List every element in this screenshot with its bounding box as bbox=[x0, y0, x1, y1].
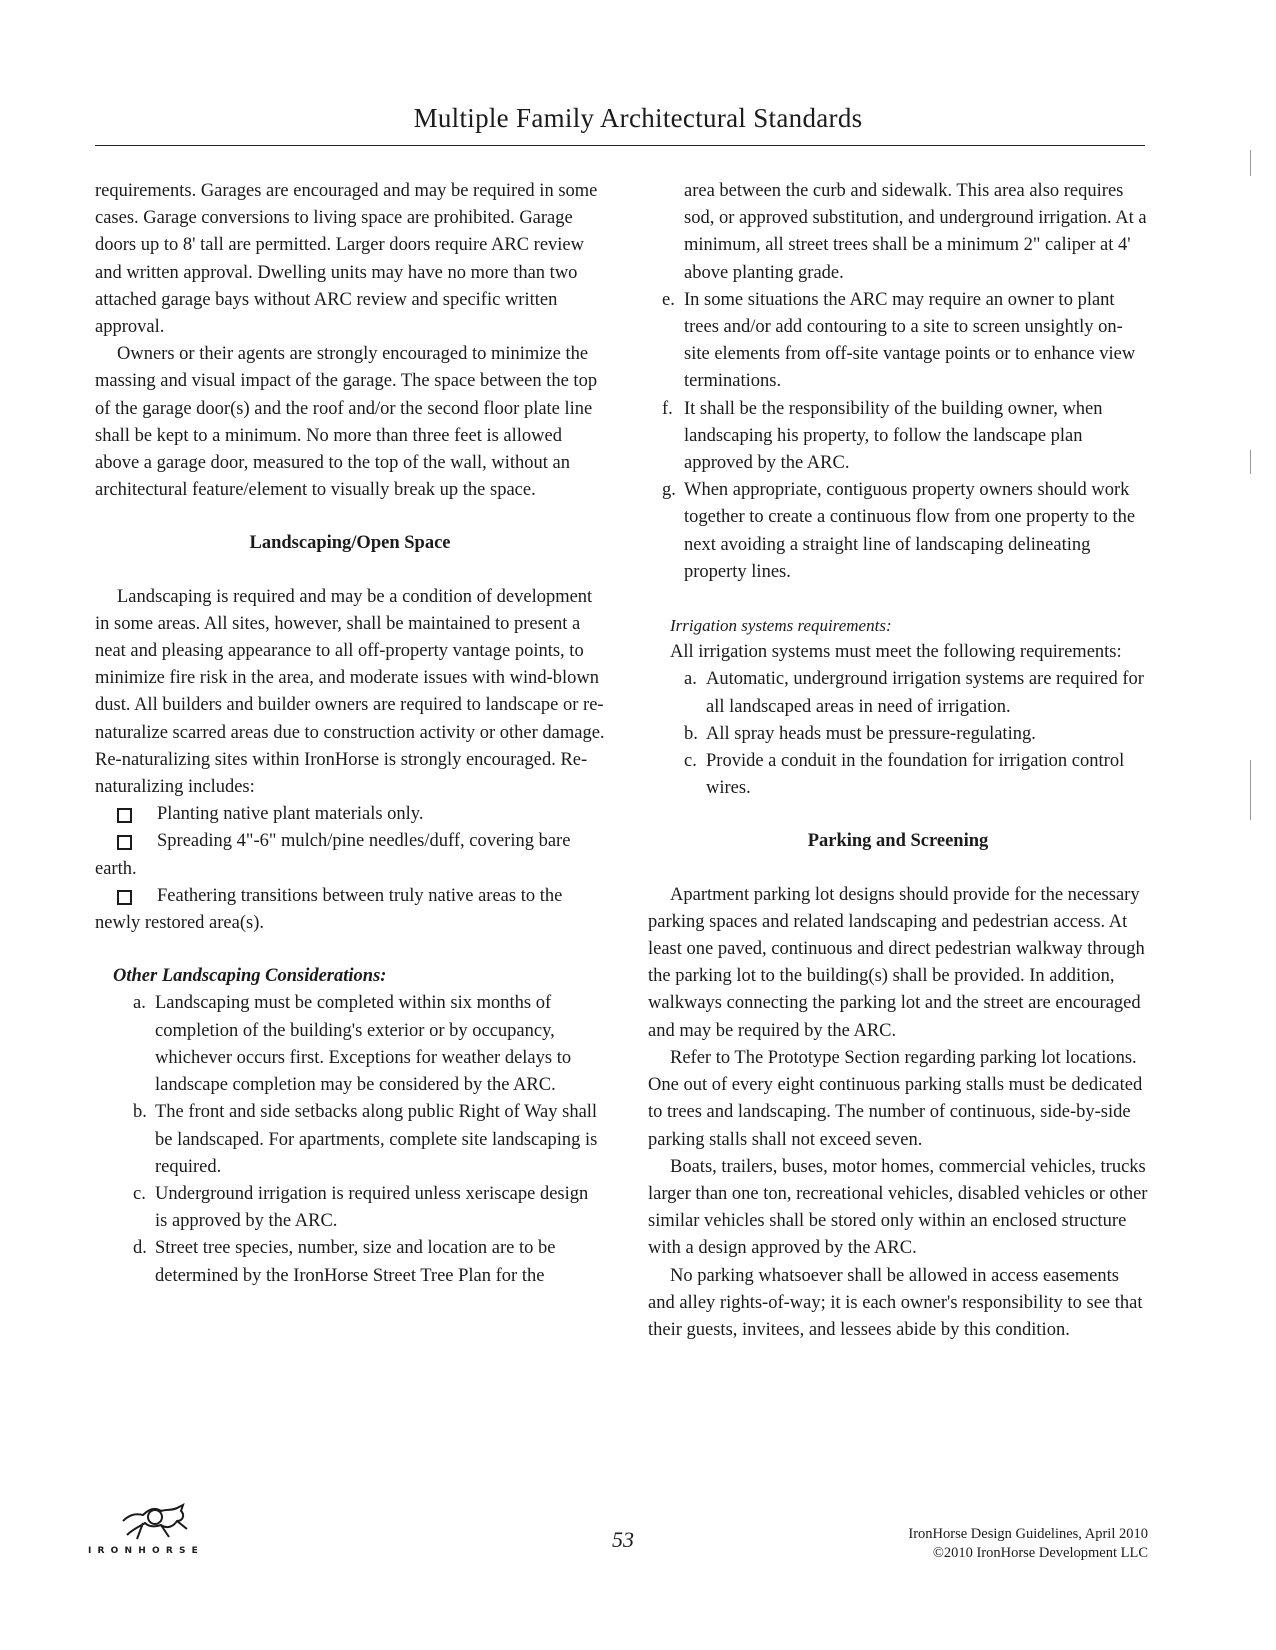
footer-line-2: ©2010 IronHorse Development LLC bbox=[932, 1545, 1148, 1561]
checkbox-icon bbox=[117, 835, 132, 850]
list-item: b. All spray heads must be pressure-regulating. bbox=[684, 723, 1036, 744]
list-item: g. When appropriate, contiguous property owners should work together to create a continuous flow from one property to the next avoiding a straight line of landscaping delineating property lines. bbox=[662, 480, 1136, 582]
footer-line-1: IronHorse Design Guidelines, April 2010 bbox=[908, 1526, 1148, 1542]
right-column bbox=[648, 178, 1148, 1344]
checklist-item: Planting native plant materials only. bbox=[95, 801, 605, 828]
list-item: c. Provide a conduit in the foundation for irrigation control wires. bbox=[684, 751, 1125, 799]
landscaping-list-continued bbox=[648, 287, 1148, 586]
checklist-item: Feathering transitions between truly native areas to the newly restored area(s). bbox=[95, 885, 563, 934]
street-tree-continued: area between the curb and sidewalk. This area also requires sod, or approved substitution, and underground irrigation. At a minimum, all street trees shall be a minimum 2" caliper at 4' above planting grade. bbox=[684, 181, 1147, 283]
list-item: d. Street tree species, number, size and location are to be determined by the IronHorse Street Tree Plan for the bbox=[133, 1238, 556, 1286]
other-considerations-list bbox=[95, 990, 605, 1289]
list-item: a. Landscaping must be completed within six months of completion of the building's exterior or by occupancy, whichever occurs first. Exceptions for weather delays to landscape completion may be considered by the ARC. bbox=[133, 993, 572, 1096]
garage-paragraph: requirements. Garages are encouraged and may be required in some cases. Garage conversions to living space are prohibited. Garage doors up to 8' tall are permitted. Larger doors require ARC review and written approval. Dwelling units may have no more than two attached garage bays without ARC review and specific written approval. bbox=[95, 181, 598, 338]
list-item: c. Underground irrigation is required unless xeriscape design is approved by the ARC. bbox=[133, 1183, 589, 1232]
ironhorse-logo-icon bbox=[115, 1495, 195, 1548]
renaturalizing-checklist bbox=[95, 801, 605, 937]
footer-credits bbox=[908, 1525, 1148, 1563]
parking-paragraph-4: No parking whatsoever shall be allowed in access easements and alley rights-of-way; it is each owner's responsibility to see that their guests, invitees, and lessees abide by this condition. bbox=[648, 1265, 1143, 1340]
parking-paragraph-2: Refer to The Prototype Section regarding parking lot locations. One out of every eight continuous parking stalls must be dedicated to trees and landscaping. The number of continuous, side-by-side parking stalls shall not exceed seven. bbox=[648, 1047, 1143, 1150]
irrigation-heading: Irrigation systems requirements: bbox=[670, 616, 892, 636]
scan-mark bbox=[1250, 760, 1251, 820]
checklist-item: Spreading 4"-6" mulch/pine needles/duff, covering bare earth. bbox=[95, 831, 571, 879]
parking-paragraph-1: Apartment parking lot designs should provide for the necessary parking spaces and related landscaping and pedestrian access. At least one paved, continuous and direct pedestrian walkway through the parking lot to the building(s) shall be provided. In addition, walkways connecting the parking lot and the street are encouraged and may be required by the ARC. bbox=[648, 884, 1145, 1041]
list-item: e. In some situations the ARC may require an owner to plant trees and/or add contouring to a site to screen unsightly on-site elements from off-site vantage points or to enhance view terminations. bbox=[662, 289, 1136, 392]
garage-massing-paragraph: Owners or their agents are strongly encouraged to minimize the massing and visual impact of the garage. The space between the top of the garage door(s) and the roof and/or the second floor plate line shall be kept to a minimum. No more than three feet is allowed above a garage door, measured to the top of the wall, without an architectural feature/element to visually break up the space. bbox=[95, 344, 598, 501]
parking-heading: Parking and Screening bbox=[807, 831, 989, 852]
logo-wordmark: IRONHORSE bbox=[88, 1546, 205, 1556]
header-rule bbox=[95, 145, 1145, 146]
page-number: 53 bbox=[612, 1527, 634, 1552]
irrigation-intro: All irrigation systems must meet the following requirements: bbox=[670, 642, 1122, 663]
irrigation-list bbox=[648, 666, 1148, 802]
left-column bbox=[95, 178, 605, 1290]
parking-paragraph-3: Boats, trailers, buses, motor homes, commercial vehicles, trucks larger than one ton, recreational vehicles, disabled vehicles or other similar vehicles shall be stored only within an enclosed structure with a design approved by the ARC. bbox=[648, 1156, 1148, 1259]
page-title: Multiple Family Architectural Standards bbox=[413, 103, 863, 133]
list-item: a. Automatic, underground irrigation systems are required for all landscaped areas in need of irrigation. bbox=[684, 669, 1144, 717]
checkbox-icon bbox=[117, 890, 132, 905]
other-considerations-heading: Other Landscaping Considerations: bbox=[113, 966, 387, 987]
checkbox-icon bbox=[117, 808, 132, 823]
list-item: b. The front and side setbacks along public Right of Way shall be landscaped. For apartments, complete site landscaping is required. bbox=[133, 1102, 598, 1177]
landscaping-paragraph: Landscaping is required and may be a condition of development in some areas. All sites, however, shall be maintained to present a neat and pleasing appearance to all off-property vantage points, to minimize fire risk in the area, and moderate issues with wind-blown dust. All builders and builder owners are required to landscape or re-naturalize scarred areas due to construction activity or other damage. Re-naturalizing sites within IronHorse is strongly encouraged. Re-naturalizing includes: bbox=[95, 586, 605, 798]
landscaping-heading: Landscaping/Open Space bbox=[249, 533, 451, 554]
scan-mark bbox=[1250, 450, 1251, 474]
list-item: f. It shall be the responsibility of the building owner, when landscaping his property, to follow the landscape plan approved by the ARC. bbox=[662, 398, 1103, 474]
scan-mark bbox=[1250, 150, 1251, 176]
